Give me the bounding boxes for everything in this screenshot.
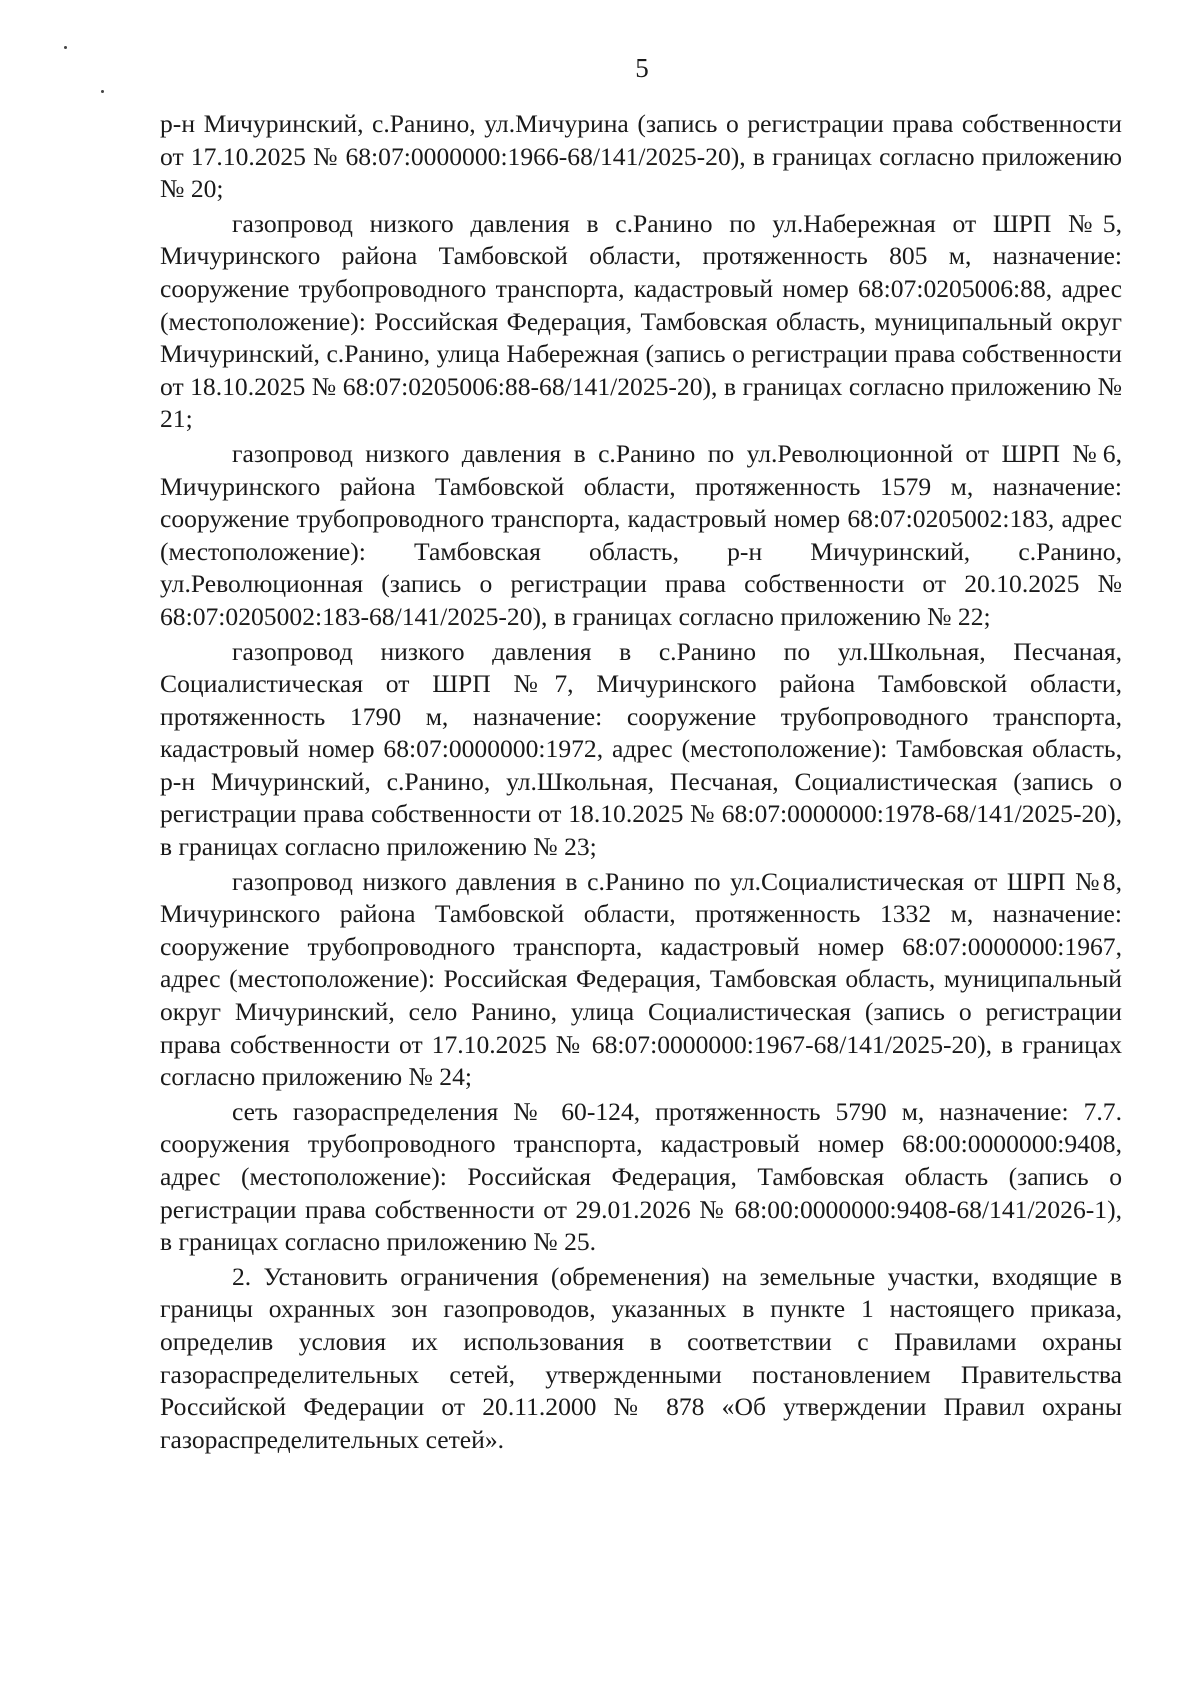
scan-speck [64,46,67,49]
paragraph: сеть газораспределения № 60-124, протяженность 5790 м, назначение: 7.7. сооружения трубопроводного транспорта, кадастровый номер 68:00:0000000:9408, адрес (местоположение): Российская Федерация, Тамбовская область (запись о регистрации права собственности от 29.01.2026 № 68:00:0000000:9408-68/141/2026-1), в границах согласно приложению № 25. [160,1096,1122,1257]
document-body [160,108,1122,1458]
paragraph: 2. Установить ограничения (обременения) на земельные участки, входящие в границы охранных зон газопроводов, указанных в пункте 1 настоящего приказа, определив условия их использования в соответствии с Правилами охраны газораспределительных сетей, утвержденными постановлением Правительства Российской Федерации от 20.11.2000 № 878 «Об утверждении Правил охраны газораспределительных сетей». [160,1261,1122,1454]
paragraph: р-н Мичуринский, с.Ранино, ул.Мичурина (запись о регистрации права собственности от 17.10.2025 № 68:07:0000000:1966-68/141/2025-20), в границах согласно приложению № 20; [160,109,1122,204]
page-number: 5 [635,53,649,83]
scan-speck [101,90,104,93]
paragraph: газопровод низкого давления в с.Ранино по ул.Школьная, Песчаная, Социалистическая от ШРП №7, Мичуринского района Тамбовской области, протяженность 1790 м, назначение: сооружение трубопроводного транспорта, кадастровый номер 68:07:0000000:1972, адрес (местоположение): Тамбовская область, р-н Мичуринский, с.Ранино, ул.Школьная, Песчаная, Социалистическая (запись о регистрации права собственности от 18.10.2025 № 68:07:0000000:1978-68/141/2025-20), в границах согласно приложению № 23; [160,636,1122,862]
paragraph: газопровод низкого давления в с.Ранино по ул.Революционной от ШРП №6, Мичуринского района Тамбовской области, протяженность 1579 м, назначение: сооружение трубопроводного транспорта, кадастровый номер 68:07:0205002:183, адрес (местоположение): Тамбовская область, р-н Мичуринский, с.Ранино, ул.Революционная (запись о регистрации права собственности от 20.10.2025 № 68:07:0205002:183-68/141/2025-20), в границах согласно приложению № 22; [160,438,1122,631]
paragraph: газопровод низкого давления в с.Ранино по ул.Социалистическая от ШРП №8, Мичуринского района Тамбовской области, протяженность 1332 м, назначение: сооружение трубопроводного транспорта, кадастровый номер 68:07:0000000:1967, адрес (местоположение): Российская Федерация, Тамбовская область, муниципальный округ Мичуринский, село Ранино, улица Социалистическая (запись о регистрации права собственности от 17.10.2025 № 68:07:0000000:1967-68/141/2025-20), в границах согласно приложению № 24; [160,866,1122,1092]
paragraph: газопровод низкого давления в с.Ранино по ул.Набережная от ШРП №5, Мичуринского района Тамбовской области, протяженность 805 м, назначение: сооружение трубопроводного транспорта, кадастровый номер 68:07:0205006:88, адрес (местоположение): Российская Федерация, Тамбовская область, муниципальный округ Мичуринский, с.Ранино, улица Набережная (запись о регистрации права собственности от 18.10.2025 № 68:07:0205006:88-68/141/2025-20), в границах согласно приложению № 21; [160,208,1122,434]
